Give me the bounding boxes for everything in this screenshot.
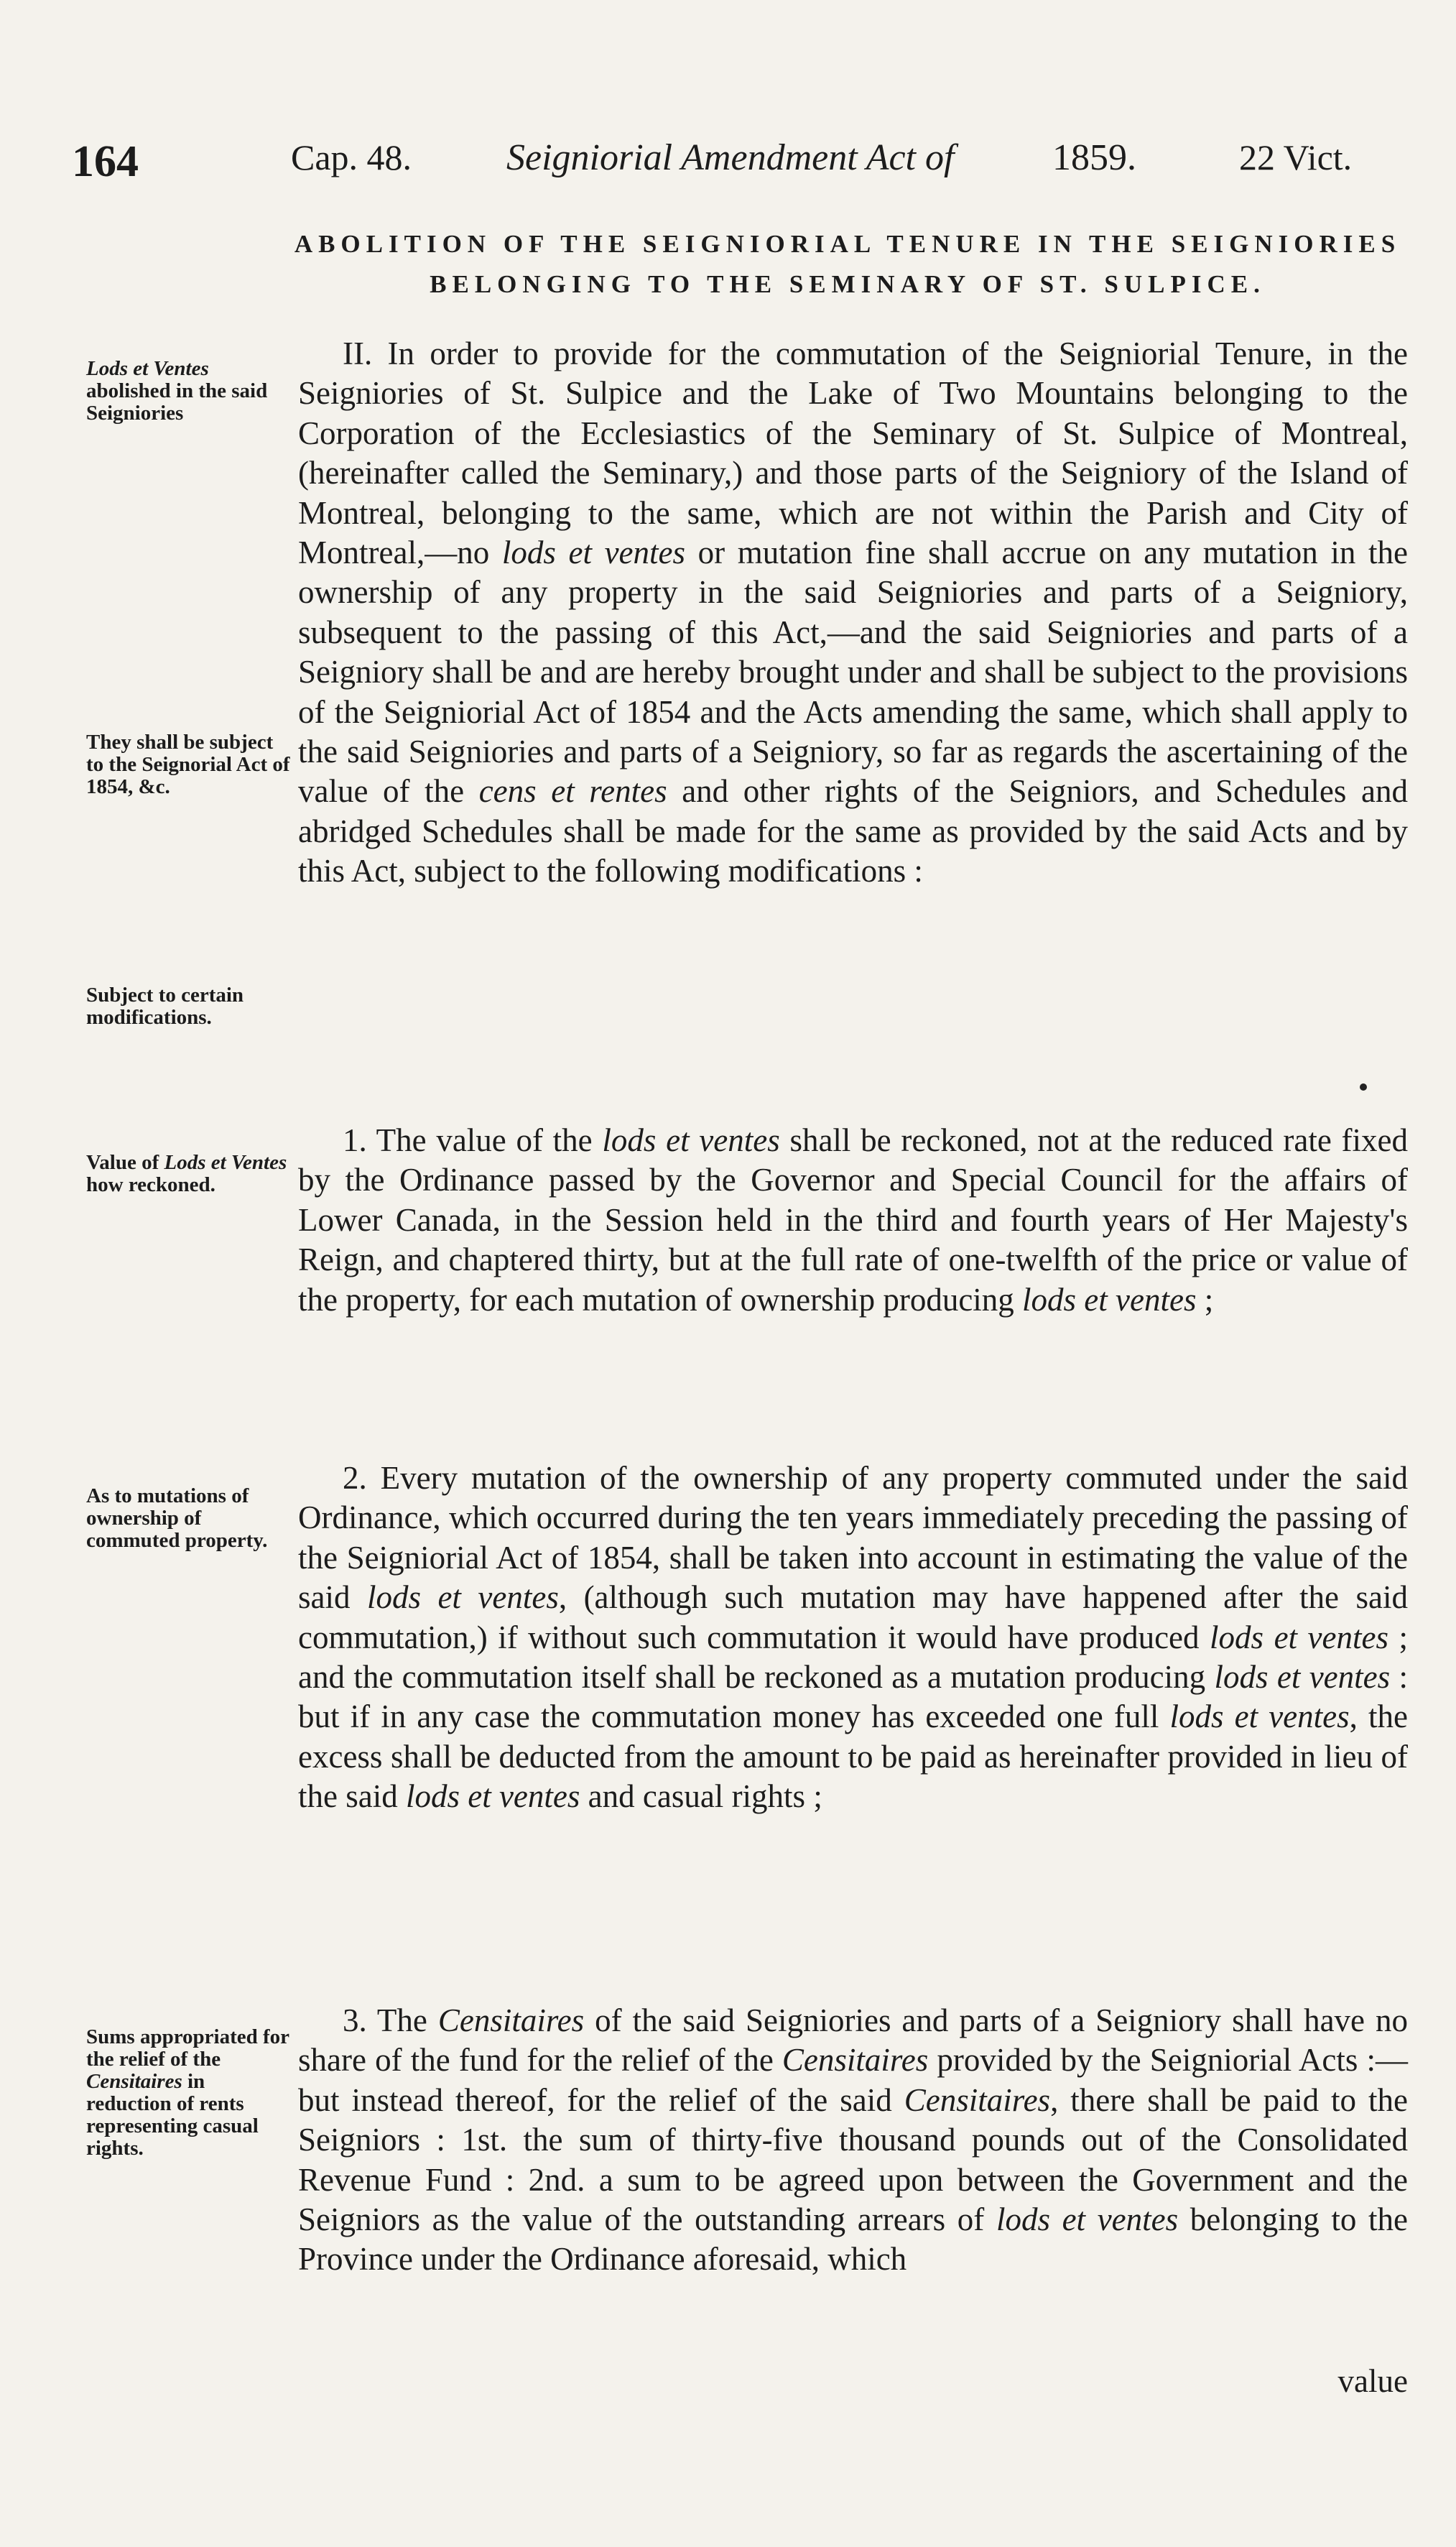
catchword: value [1337, 2363, 1408, 2399]
ink-dot [1360, 1083, 1367, 1091]
page-number: 164 [72, 137, 139, 186]
act-year: 1859. [1052, 137, 1136, 178]
paragraph-1: 1. The value of the lods et ventes shall be reckoned, not at the reduced rate fixed by the Ordinance passed by the Governor and Special Council for the affairs of Lower Canada, in the Session held in the third and fourth years of Her Majesty's Reign, and chaptered thirty, but at the full rate of one-twelfth of the price or value of the property, for each mutation of ownership producing lods et ventes ; [298, 1122, 1409, 1318]
margin-note-subject-to-act: They shall be subject to the Seignorial Act of 1854, &c. [86, 731, 290, 798]
paragraph-2: 2. Every mutation of the ownership of any property commuted under the said Ordinance, which occurred during the ten years immediately preceding the passing of the Seigniorial Act of 1854, shall be taken into account in estimating the value of the said lods et ventes, (although such mutation may have happened after the said commutation,) if without such commutation it would have produced lods et ventes ; and the commutation itself shall be reckoned as a mutation producing lods et ventes : but if in any case the commutation money has exceeded one full lods et ventes, the excess shall be deducted from the amount to be paid as hereinafter provided in lieu of the said lods et ventes and casual rights ; [298, 1460, 1408, 1815]
running-header [0, 137, 1456, 187]
regnal-year: 22 Vict. [1239, 137, 1353, 177]
margin-note-lods-abolished: Lods et Ventes abolished in the said Seigniories [86, 357, 268, 425]
margin-note-sums-appropriated: Sums appropriated for the relief of the Censitaires in reduction of rents representing casual rights. [86, 2025, 289, 2160]
act-title: Seigniorial Amendment Act of [506, 137, 955, 178]
chapter-number: Cap. 48. [291, 137, 412, 177]
margin-note-modifications: Subject to certain modifications. [86, 984, 244, 1029]
section-heading: ABOLITION OF THE SEIGNIORIAL TENURE IN THE SEIGNIORIES BELONGING TO THE SEMINARY OF ST. SULPICE. [294, 230, 1401, 298]
paragraph-section-11: II. In order to provide for the commutation of the Seigniorial Tenure, in the Seigniories of St. Sulpice and the Lake of Two Mountains belonging to the Corporation of the Ecclesiastics of the Seminary of St. Sulpice of Montreal, (hereinafter called the Seminary,) and those parts of the Seigniory of the Island of Montreal, belonging to the same, which are not within the Parish and City of Montreal,—no lods et ventes or mutation fine shall accrue on any mutation in the ownership of any property in the said Seigniories and parts of a Seigniory, subsequent to the passing of this Act,—and the said Seigniories and parts of a Seigniory shall be and are hereby brought under and shall be subject to the provisions of the Seigniorial Act of 1854 and the Acts amending the same, which shall apply to the said Seigniories and parts of a Seigniory, so far as regards the ascertaining of the value of the cens et rentes and other rights of the Seigniors, and Schedules and abridged Schedules shall be made for the same as provided by the said Acts and by this Act, subject to the following modifications : [298, 336, 1408, 889]
margin-note-value-reckoned: Value of Lods et Ventes how reckoned. [86, 1151, 287, 1196]
paragraph-3: 3. The Censitaires of the said Seigniories and parts of a Seigniory shall have no share of the fund for the relief of the Censitaires provided by the Seigniorial Acts :—but instead thereof, for the relief of the said Censitaires, there shall be paid to the Seigniors : 1st. the sum of thirty-five thousand pounds out of the Consolidated Revenue Fund : 2nd. a sum to be agreed upon between the Government and the Seigniors as the value of the outstanding arrears of lods et ventes belonging to the Province under the Ordinance aforesaid, which [298, 2002, 1409, 2278]
margin-note-mutations: As to mutations of ownership of commuted property. [86, 1484, 268, 1552]
